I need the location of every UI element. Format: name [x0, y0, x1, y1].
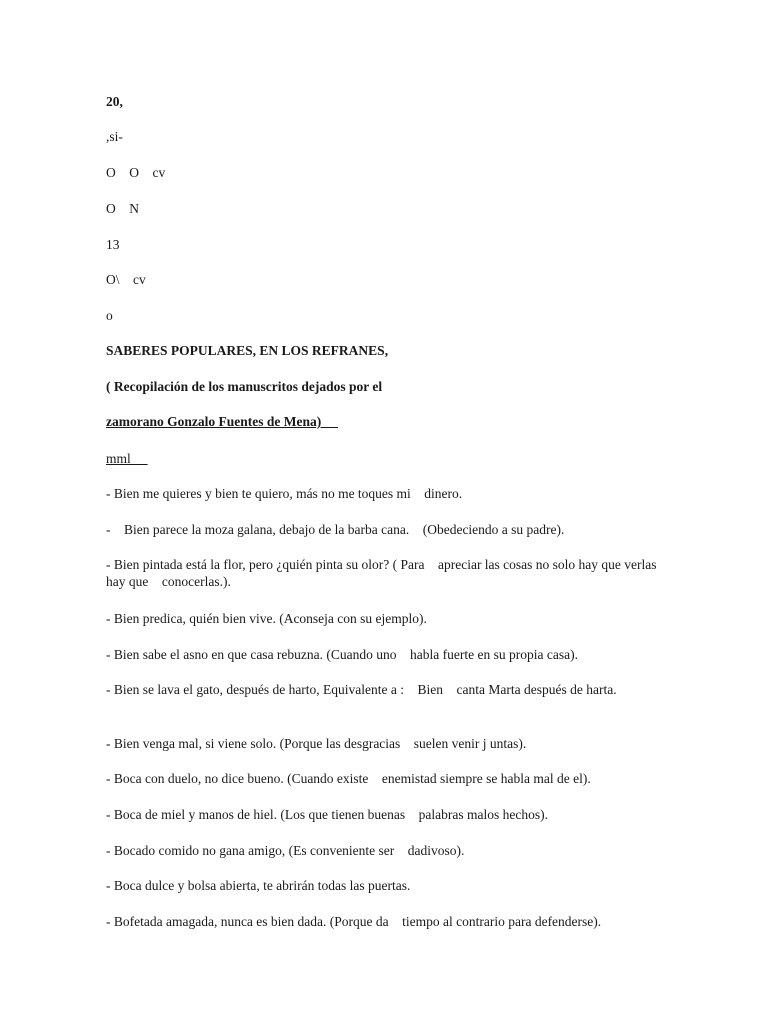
refran-item: - Bofetada amagada, nunca es bien dada. (Porque da tiempo al contrario para defenderse).	[106, 914, 602, 929]
refran-item: - Bien se lava el gato, después de harto, Equivalente a : Bien canta Marta después de harta.	[106, 682, 617, 697]
header-fragment: O N	[106, 201, 139, 216]
refran-item: - Boca dulce y bolsa abierta, te abrirán todas las puertas.	[106, 878, 411, 893]
refran-item: - Boca de miel y manos de hiel. (Los que tienen buenas palabras malos hechos).	[106, 807, 548, 822]
document-subtitle: ( Recopilación de los manuscritos dejados por el	[106, 379, 383, 394]
header-fragment: O O cv	[106, 165, 166, 180]
header-fragment: 13	[106, 237, 120, 252]
refran-item: - Bien venga mal, si viene solo. (Porque las desgracias suelen venir j untas).	[106, 736, 527, 751]
refran-item: - Bien pintada está la flor, pero ¿quién pinta su olor? ( Para apreciar las cosas no solo hay que verlas hay que conocerlas.).	[106, 557, 660, 589]
header-number: 20,	[106, 94, 123, 109]
header-fragment: O\ cv	[106, 272, 146, 287]
refran-item: - Bien parece la moza galana, debajo de la barba cana. (Obedeciendo a su padre).	[106, 522, 565, 537]
header-fragment: o	[106, 308, 113, 323]
refran-item: - Boca con duelo, no dice bueno. (Cuando existe enemistad siempre se habla mal de el).	[106, 771, 591, 786]
underlined-mark: mml	[106, 451, 148, 466]
refran-item: - Bocado comido no gana amigo, (Es conveniente ser dadivoso).	[106, 843, 465, 858]
refran-item: - Bien predica, quién bien vive. (Aconseja con su ejemplo).	[106, 611, 427, 626]
document-title: SABERES POPULARES, EN LOS REFRANES,	[106, 343, 389, 358]
document-subtitle: zamorano Gonzalo Fuentes de Mena)	[106, 414, 339, 429]
refran-item: - Bien me quieres y bien te quiero, más no me toques mi dinero.	[106, 486, 463, 501]
refran-item: - Bien sabe el asno en que casa rebuzna. (Cuando uno habla fuerte en su propia casa).	[106, 647, 578, 662]
header-fragment: ,si-	[106, 129, 123, 144]
